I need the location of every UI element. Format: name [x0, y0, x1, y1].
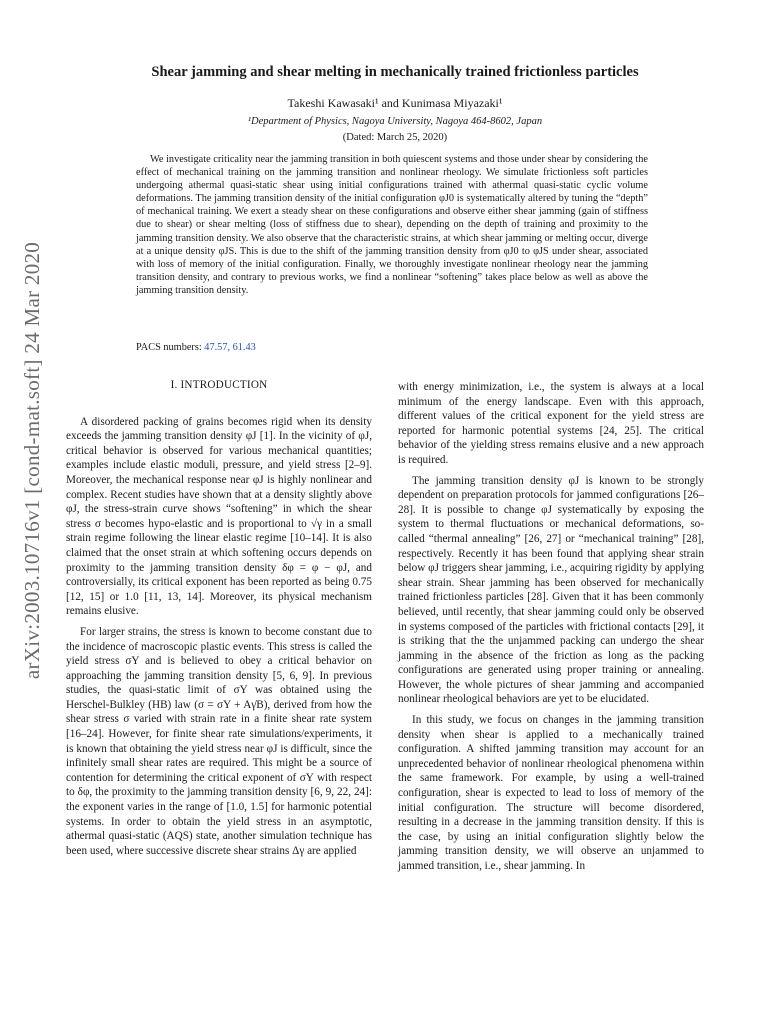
- arxiv-identifier: arXiv:2003.10716v1 [cond-mat.soft] 24 Mar 2020: [20, 241, 45, 679]
- right-paragraph-1: with energy minimization, i.e., the system is always at a local minimum of the energy landscape. Even with this approach, different values of the critical exponent for the yield stress are reported for harmonic potential systems [24, 25]. The critical behavior of the yielding stress remains elusive and a new approach is required.: [398, 381, 704, 466]
- left-paragraph-1: A disordered packing of grains becomes rigid when its density exceeds the jamming transition density φJ [1]. In the vicinity of φJ, critical behavior is observed for various mechanical quantities; examples include elastic moduli, pressure, and yield stress [2–9]. Moreover, the mechanical response near φJ is highly nonlinear and complex. Recent studies have shown that at a density slightly above φJ, the stress-strain curve shows “softening” in which the shear stress σ becomes hypo-elastic and is proportional to √γ in a small strain regime following the linear elastic regime [10–14]. It is also claimed that the onset strain at which softening occurs depends on proximity to the jamming transition density δφ = φ − φJ, and controversially, its critical exponent has been reported as being 0.75 [12, 15] or 1.0 [11, 13, 14]. Moreover, its physical mechanism remains elusive.: [66, 415, 372, 618]
- pacs-numbers: [136, 342, 256, 353]
- pacs-label: PACS numbers:: [136, 342, 202, 353]
- paper-authors: Takeshi Kawasaki¹ and Kunimasa Miyazaki¹: [287, 96, 503, 110]
- abstract: We investigate criticality near the jamming transition in both quiescent systems and those under shear by considering the effect of mechanical training on the jamming transition and nonlinear rheology. We simulate frictionless soft particles undergoing athermal quasi-static shear using initial configurations trained with athermal quasi-static cyclic volume deformations. The jamming transition density of the initial configuration φJ0 is systematically altered by tuning the “depth” of mechanical training. We exert a steady shear on these configurations and observe either shear jamming (gain of stiffness due to shear) or shear melting (loss of stiffness due to shear), depending on the depth of training and proximity to the jamming transition density. We also observe that the characteristic strains, at which shear jamming or melting occur, diverge at a unique density φJS. This is due to the shift of the jamming transition density from φJ0 to φJS under shear, associated with loss of memory of the initial configuration. Finally, we thoroughly investigate nonlinear rheology near the jamming transition density, and contrary to previous works, we find a nonlinear “softening” takes place below as well as above the jamming transition density.: [136, 154, 648, 296]
- left-paragraph-2: For larger strains, the stress is known to become constant due to the incidence of macroscopic plastic events. This stress is called the yield stress σY and is believed to obey a critical behavior on approaching the jamming transition density [5, 6, 9]. In previous studies, the quasi-static limit of σY was obtained using the Herschel-Bulkley (HB) law (σ = σY + Aγ̇B), derived from how the shear stress σ varied with strain rate in a finite shear rate system [16–24]. However, for finite shear rate simulations/experiments, it is known that obtaining the yield stress near φJ is difficult, since the infinitely small shear rates are required. This might be a source of contention for determining the critical exponent of σY with respect to δφ, the proximity to the jamming transition density [6, 9, 22, 24]: the exponent varies in the range of [1.0, 1.5] for harmonic potential systems. In order to obtain the yield stress in an asymptotic, athermal quasi-static (AQS) state, another simulation technique has been used, where successive discrete shear strains Δγ are applied: [66, 625, 372, 857]
- section-heading: I. INTRODUCTION: [170, 379, 268, 391]
- paper-date: (Dated: March 25, 2020): [342, 132, 448, 143]
- paper-affiliation: ¹Department of Physics, Nagoya University, Nagoya 464-8602, Japan: [247, 116, 543, 127]
- arxiv-sidebar: [18, 240, 48, 680]
- paper-title: Shear jamming and shear melting in mechanically trained frictionless particles: [151, 64, 639, 80]
- pacs-codes-link[interactable]: 47.57, 61.43: [204, 342, 256, 353]
- right-paragraph-3: In this study, we focus on changes in the jamming transition density when shear is applied to a mechanically trained configuration. A shifted jamming transition may account for an unprecedented behavior of nonlinear rheological phenomena within the same framework. For example, by using a well-trained configuration, shear is expected to lead to loss of memory of the initial configuration. The structure will become disordered, resulting in a decrease in the jamming transition density. If this is the case, by using an initial configuration slightly below the jamming transition density, we will observe an unjammed to jammed transition, i.e., shear jamming. In: [398, 714, 704, 872]
- right-paragraph-2: The jamming transition density φJ is known to be strongly dependent on preparation protocols for jammed configurations [26–28]. It is possible to change φJ systematically by exposing the system to thermal fluctuations or mechanical deformations, so-called “thermal annealing” [26, 27] or “mechanical training” [28], respectively. Recently it has been found that applying shear strain below φJ triggers shear jamming, i.e., acquiring rigidity by applying shear strain. Shear jamming has been observed for mechanically trained frictionless particles [28]. Given that it has been commonly believed, until recently, that shear jamming could only be observed in systems composed of the particles with frictional contacts [29], it is striking that the the unjammed packing can undergo the shear jamming in the absence of the friction as long as the packing configurations are generated using proper training or annealing. However, the whole pictures of shear jamming and accompanied nonlinear rheological behaviors are yet to be elucidated.: [398, 474, 704, 706]
- left-column: [66, 378, 372, 858]
- right-column: [398, 380, 704, 874]
